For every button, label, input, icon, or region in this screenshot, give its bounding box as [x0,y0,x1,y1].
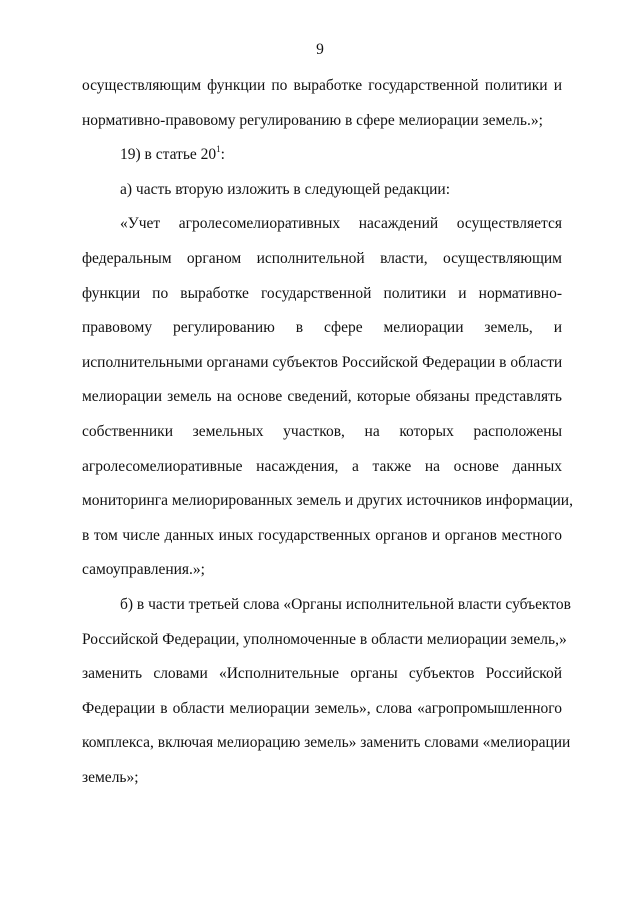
text-line: федеральным органом исполнительной власти, осуществляющим [82,249,562,267]
text-line: нормативно-правовому регулированию в сфере мелиорации земель.»; [82,111,543,129]
text-line: самоуправления.»; [82,561,205,579]
text-line: в том числе данных иных государственных органов и органов местного [82,526,562,544]
text-line: б) в части третьей слова «Органы исполнительной власти субъектов [120,595,571,613]
text-line: мелиорации земель на основе сведений, которые обязаны представлять [82,388,562,406]
text-line: агролесомелиоративные насаждения, а также на основе данных [82,457,562,475]
text-line: комплекса, включая мелиорацию земель» заменить словами «мелиорации [82,734,571,752]
text-line: земель»; [82,768,139,786]
text-line: Российской Федерации, уполномоченные в области мелиорации земель,» [82,630,567,648]
article-ref-tail: : [220,146,225,164]
text-line: заменить словами «Исполнительные органы субъектов Российской [82,665,562,683]
document-body [82,74,573,800]
text-line: правовому регулированию в сфере мелиорации земель, и [82,319,562,337]
text-line: Федерации в области мелиорации земель», слова «агропромышленного [82,699,562,717]
text-line-article-ref [82,143,562,178]
article-ref-text: 19) в статье 20 [120,146,217,164]
text-line: собственники земельных участков, на которых расположены [82,422,562,440]
text-line: исполнительными органами субъектов Российской Федерации в области [82,353,563,371]
text-line: осуществляющим функции по выработке государственной политики и [82,77,562,94]
page-number: 9 [316,41,324,58]
text-line: функции по выработке государственной политики и нормативно- [82,284,562,302]
text-line: мониторинга мелиорированных земель и других источников информации, [82,492,573,510]
text-line: а) часть вторую изложить в следующей редакции: [120,180,451,198]
article-ref-superscript: 1 [216,144,221,155]
text-line: «Учет агролесомелиоративных насаждений осуществляется [120,215,562,233]
